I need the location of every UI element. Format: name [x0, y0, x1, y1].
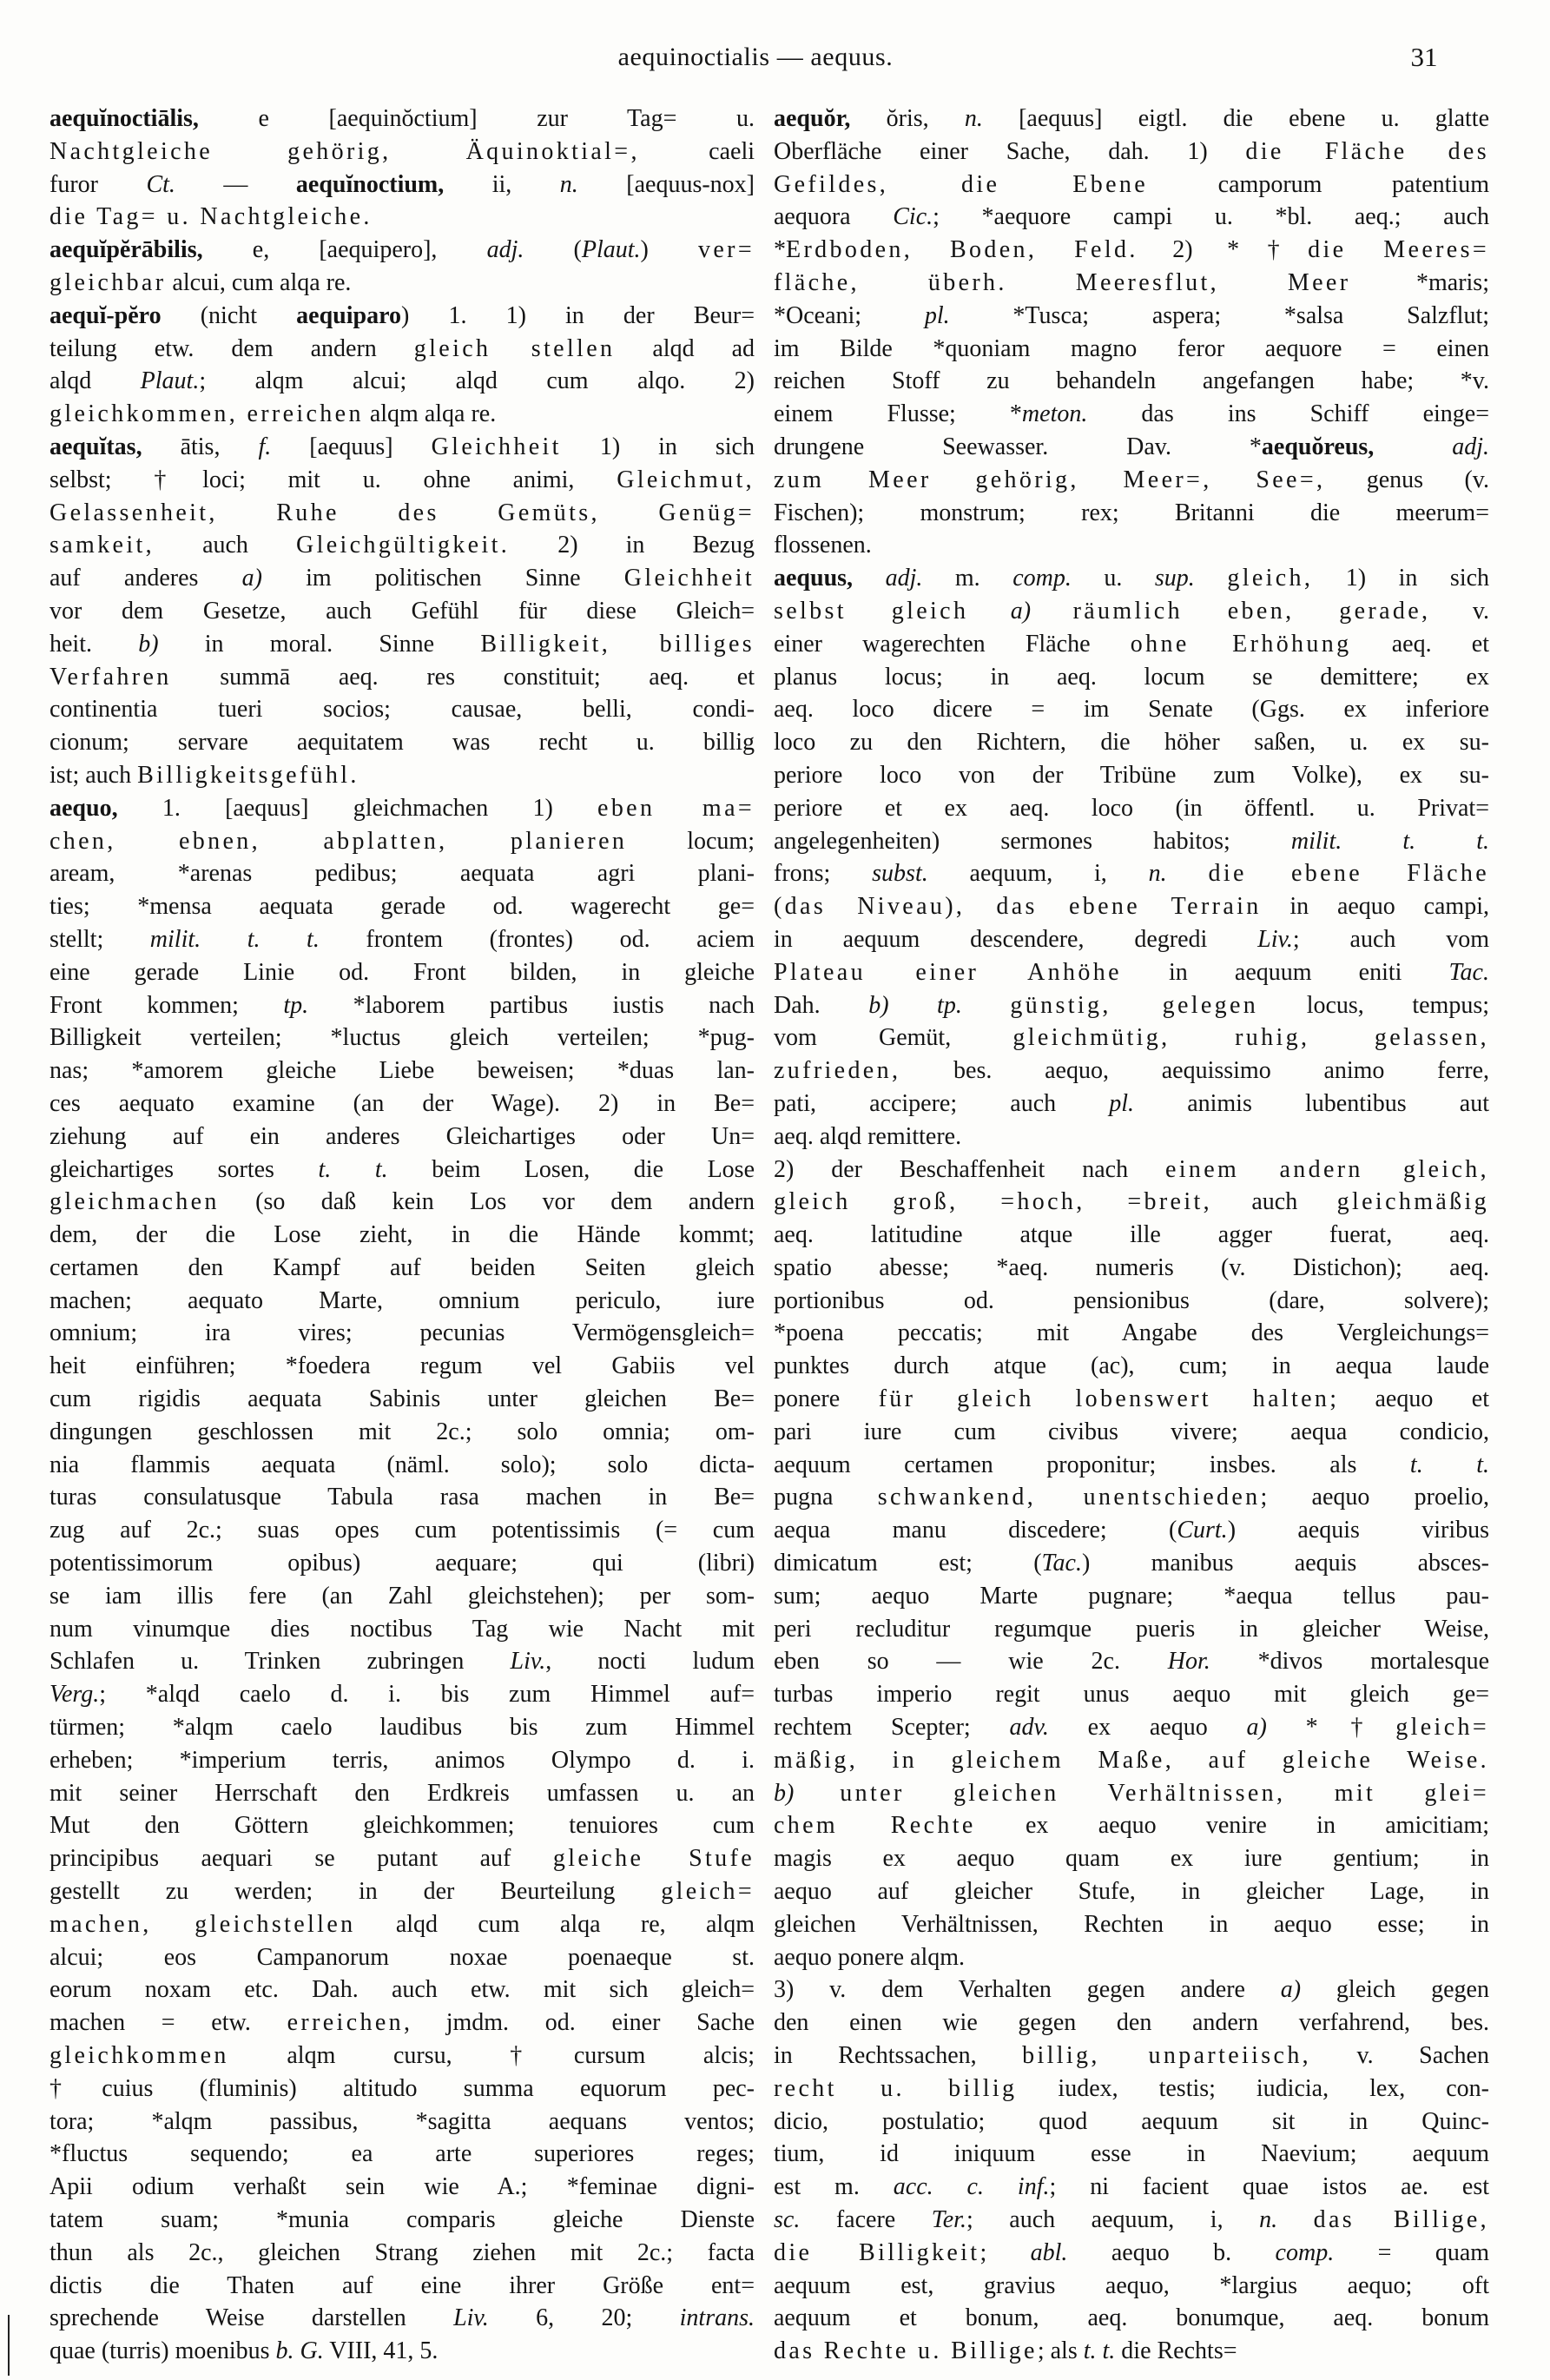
italic-abbreviation: Plaut. — [581, 236, 641, 264]
spaced-emphasis: mäßig, in gleichem Maße, auf gleiche Weise. — [774, 1746, 1489, 1774]
text-line: *Erdboden, Boden, Feld. 2) *†die Meeres= — [774, 236, 1489, 264]
bold-term: aequĭtas, — [49, 433, 142, 460]
text-line: aequĭpĕrābilis, e, [aequipero], adj. (Plaut.) ver= — [49, 236, 755, 264]
italic-abbreviation: t. t. — [318, 1155, 388, 1183]
text-line: alqd Plaut.; alqm alcui; alqd cum alqo. 2) — [49, 367, 755, 395]
spaced-emphasis: chem Rechte — [774, 1812, 976, 1840]
italic-abbreviation: sc. — [774, 2206, 801, 2233]
text-line: ties; *mensa aequata gerade od. wagerecht ge= — [49, 893, 755, 921]
text-line: omnium; ira vires; pecunias Vermögensgleich= — [49, 1319, 755, 1347]
spaced-emphasis: Nachtgleiche gehörig, Äquinoktial= — [49, 137, 631, 165]
text-line: tora; *alqm passibus, *sagitta aequans ventos; — [49, 2107, 755, 2135]
spaced-emphasis: gleichkommen, erreichen — [49, 400, 364, 428]
italic-abbreviation: Liv. — [1257, 925, 1293, 953]
spaced-emphasis: Billigkeitsgefühl. — [137, 761, 359, 789]
text-line: pugna schwankend, unentschieden; aequo proelio, — [774, 1484, 1489, 1511]
italic-abbreviation: Tac. — [1041, 1550, 1082, 1577]
text-line: flossenen. — [774, 532, 872, 559]
spaced-emphasis: eben ma= — [597, 794, 755, 822]
italic-abbreviation: n. — [559, 170, 578, 198]
text-line: aequus, adj. m. comp. u. sup. gleich, 1) in sich — [774, 565, 1489, 592]
text-line: ponere für gleich lobenswert halten; aequo et — [774, 1385, 1489, 1413]
text-line: mit seiner Herrschaft den Erdkreis umfassen u. an — [49, 1779, 755, 1807]
dictionary-entry — [49, 792, 755, 2368]
text-line — [49, 497, 755, 530]
text-line: turas consulatusque Tabula rasa machen in Be= — [49, 1484, 755, 1511]
italic-abbreviation: n. — [1148, 860, 1167, 888]
text-line: machen, gleichstellen alqd cum alqa re, alqm — [49, 1910, 755, 1938]
italic-abbreviation: milit. t. t. — [149, 925, 320, 953]
italic-abbreviation: Plaut. — [140, 367, 200, 395]
italic-abbreviation: Liv. — [453, 2304, 489, 2332]
text-line: Billigkeit verteilen; *luctus gleich verteilen; *pug- — [49, 1024, 755, 1052]
spaced-emphasis: Gleichmut, — [617, 466, 755, 493]
scan-edge-mark — [8, 2315, 10, 2376]
text-line: aeq. alqd remittere. — [774, 1122, 962, 1150]
spaced-emphasis: die Meeres= — [1308, 236, 1489, 264]
page-number: 31 — [1410, 42, 1438, 72]
spaced-emphasis: zufrieden, — [774, 1057, 901, 1085]
text-line: zug auf 2c.; suas opes cum potentissimis (= cum — [49, 1517, 755, 1544]
text-line: ces aequato examine (an der Wage). 2) in Be= — [49, 1089, 755, 1117]
text-line: magis ex aequo quam ex iure gentium; in — [774, 1845, 1489, 1873]
italic-abbreviation: Ter. — [931, 2206, 966, 2233]
text-line: Gefildes, die Ebene camporum patentium — [774, 170, 1489, 198]
text-line: drungene Seewasser. Dav. *aequŏreus, adj. — [774, 433, 1489, 460]
italic-abbreviation: adj. — [885, 565, 923, 592]
spaced-emphasis: gleich groß, =hoch, =breit, — [774, 1188, 1212, 1216]
italic-abbreviation: adj. — [1452, 433, 1489, 460]
text-line: ist; auch Billigkeitsgefühl. — [49, 761, 359, 789]
text-line: selbst; †loci; mit u. ohne animi, Gleichmut, — [49, 466, 755, 493]
text-line: Verg.; *alqd caelo d. i. bis zum Himmel auf= — [49, 1681, 755, 1709]
spaced-emphasis: gleichmütig, ruhig, gelassen, — [1012, 1024, 1489, 1052]
italic-abbreviation: pl. — [924, 301, 950, 329]
text-line: fläche, überh. Meeresflut, Meer *maris; — [774, 268, 1489, 296]
italic-abbreviation: a) — [1010, 597, 1032, 625]
text-line: sprechende Weise darstellen Liv. 6, 20; intrans. — [49, 2304, 755, 2332]
text-line: portionibus od. pensionibus (dare, solvere); — [774, 1286, 1489, 1314]
text-line: alcui; eos Campanorum noxae poenaeque st. — [49, 1943, 755, 1971]
italic-abbreviation: a) — [1280, 1976, 1302, 2004]
bold-term: aequus, — [774, 565, 854, 592]
text-line: Dah. b) tp. günstig, gelegen locus, tempus; — [774, 991, 1489, 1019]
spaced-emphasis: gleichmäßig — [1336, 1188, 1489, 1216]
text-line: tium, id iniquum esse in Naevium; aequum — [774, 2140, 1489, 2168]
spaced-emphasis: die Fläche des — [1245, 137, 1489, 165]
italic-abbreviation: tp. — [937, 991, 962, 1019]
text-line: principibus aequari se putant auf gleiche Stufe — [49, 1845, 755, 1873]
text-line: planus locus; in aeq. locum se demittere; ex — [774, 663, 1489, 691]
text-line: aequa manu discedere; (Curt.) aequis viribus — [774, 1517, 1489, 1544]
text-line: spatio abesse; *aeq. numeris (v. Distichon); aeq. — [774, 1253, 1489, 1281]
spaced-emphasis: gleich= — [1395, 1714, 1489, 1742]
text-line: est m. acc. c. inf.; ni facient quae istos ae. est — [774, 2173, 1489, 2201]
text-line: den einen wie gegen den andern verfahrend, bes. — [774, 2009, 1489, 2037]
dictionary-entry — [49, 300, 755, 431]
text-line: Schlafen u. Trinken zubringen Liv., nocti ludum — [49, 1648, 755, 1676]
italic-abbreviation: Cic. — [893, 203, 933, 231]
page-header — [0, 40, 1550, 75]
italic-abbreviation: t. t. — [1083, 2337, 1116, 2365]
italic-abbreviation: a) — [1246, 1714, 1267, 1742]
spaced-emphasis: gleiche Stufe — [552, 1845, 755, 1873]
text-line: nas; *amorem gleiche Liebe beweisen; *duas lan- — [49, 1057, 755, 1085]
text-line: eine gerade Linie od. Front bilden, in gleiche — [49, 958, 755, 986]
text-line: eben so — wie 2c. Hor. *divos mortalesque — [774, 1648, 1489, 1676]
spaced-emphasis: Plateau einer Anhöhe — [774, 958, 1122, 986]
spaced-emphasis: das Rechte u. Billige — [774, 2337, 1038, 2365]
spaced-emphasis: Billigkeit, billiges — [480, 630, 755, 658]
text-line: gleichbar alcui, cum alqa re. — [49, 268, 352, 296]
text-line: aeq. loco dicere = im Senate (Ggs. ex inferiore — [774, 696, 1489, 724]
text-line: aream, *arenas pedibus; aequata agri plani- — [49, 860, 755, 888]
text-line: cum rigidis aequata Sabinis unter gleichen Be= — [49, 1385, 755, 1413]
italic-abbreviation: adj. — [486, 236, 524, 264]
text-line — [774, 1777, 1489, 1810]
spaced-emphasis: einem andern gleich, — [1164, 1155, 1489, 1183]
spaced-emphasis: gleich stellen — [413, 334, 616, 362]
spaced-emphasis: für gleich lobenswert halten — [878, 1385, 1330, 1413]
text-line: zufrieden, bes. aequo, aequissimo animo ferre, — [774, 1057, 1489, 1085]
text-line: pari iure cum civibus vivere; aequa condicio, — [774, 1418, 1489, 1445]
text-line: continentia tueri socios; causae, belli, condi- — [49, 696, 755, 724]
spaced-emphasis: Gleichheit — [431, 433, 562, 460]
dictionary-entry — [774, 1973, 1489, 2368]
spaced-emphasis: gleich, — [1227, 565, 1314, 592]
text-line: Mut den Göttern gleichkommen; tenuiores cum — [49, 1812, 755, 1840]
text-line: dimicatum est; (Tac.) manibus aequis absces- — [774, 1550, 1489, 1577]
text-line: gestellt zu werden; in der Beurteilung gleich= — [49, 1878, 755, 1906]
spaced-emphasis: Gleichheit — [623, 565, 755, 592]
dictionary-entry — [49, 102, 755, 234]
spaced-emphasis: günstig, gelegen — [1010, 991, 1259, 1019]
italic-abbreviation: b) — [868, 991, 889, 1019]
bold-term: aequĭ-pĕro — [49, 301, 162, 329]
text-line: nia flammis aequata (näml. solo); solo dicta- — [49, 1451, 755, 1478]
italic-abbreviation: f. — [258, 433, 272, 460]
spaced-emphasis: Gleichgültigkeit. — [296, 532, 511, 559]
bold-term: aequĭnoctium, — [295, 170, 445, 198]
text-line: gleichmachen (so daß kein Los vor dem andern — [49, 1188, 755, 1216]
text-line: Oberfläche einer Sache, dah. 1) die Fläche des — [774, 137, 1489, 165]
bold-term: aequiparo — [296, 301, 402, 329]
italic-abbreviation: adv. — [1009, 1714, 1049, 1742]
spaced-emphasis: ver= — [698, 236, 755, 264]
text-line: auf anderes a) im politischen Sinne Gleichheit — [49, 565, 755, 592]
text-line: machen; aequato Marte, omnium periculo, iure — [49, 1286, 755, 1314]
spaced-emphasis: das Billige, — [1313, 2206, 1489, 2233]
text-line: aequum certamen proponitur; insbes. als t. t. — [774, 1451, 1489, 1478]
running-head: aequinoctialis — aequus. — [617, 43, 894, 71]
text-line: aequĭtas, ātis, f. [aequus] Gleichheit 1) in sich — [49, 433, 755, 460]
text-line: periore et ex aeq. loco (in öffentl. u. Privat= — [774, 794, 1489, 822]
bold-term: aequŏr, — [774, 105, 851, 132]
text-line: *Oceani; pl. *Tusca; aspera; *salsa Salzflut; — [774, 301, 1489, 329]
text-line: chen, ebnen, abplatten, planieren locum; — [49, 827, 755, 855]
text-line: thun als 2c., gleichen Strang ziehen mit 2c.; facta — [49, 2238, 755, 2266]
text-line: furor Ct. — aequĭnoctium, ii, n. [aequus-nox] — [49, 170, 755, 198]
text-line: tatem suam; *munia comparis gleiche Dienste — [49, 2206, 755, 2233]
text-line: aequĭnoctiālis, e [aequinŏctium] zur Tag= u. — [49, 105, 755, 132]
text-line: gleichartiges sortes t. t. beim Losen, die Lose — [49, 1155, 755, 1183]
text-line: rechtem Scepter; adv. ex aequo a) *†gleich= — [774, 1714, 1489, 1742]
text-line: einem Flusse; *meton. das ins Schiff einge= — [774, 400, 1489, 428]
italic-abbreviation: a) — [241, 565, 262, 592]
text-line: gleichkommen alqm cursu, †cursum alcis; — [49, 2042, 755, 2070]
spaced-emphasis: (das Niveau), das ebene Terrain — [774, 893, 1262, 921]
italic-abbreviation: t. t. — [1409, 1451, 1489, 1478]
italic-abbreviation: abl. — [1030, 2238, 1068, 2266]
text-line: zum Meer gehörig, Meer=, See=, genus (v. — [774, 466, 1489, 493]
italic-abbreviation: Tac. — [1448, 958, 1489, 986]
spaced-emphasis: billig, unparteiisch, — [1022, 2042, 1312, 2070]
spaced-emphasis: Verfahren — [49, 663, 172, 691]
text-line: frons; subst. aequum, i, n. die ebene Fläche — [774, 860, 1489, 888]
text-line: gleichkommen, erreichen alqm alqa re. — [49, 400, 497, 428]
spaced-emphasis: gleichmachen — [49, 1188, 220, 1216]
italic-abbreviation: Curt. — [1177, 1517, 1228, 1544]
text-line: *poena peccatis; mit Angabe des Vergleichungs= — [774, 1319, 1489, 1347]
spaced-emphasis: erreichen — [287, 2009, 404, 2037]
text-line: 3) v. dem Verhalten gegen andere a) gleich gegen — [774, 1976, 1489, 2004]
italic-abbreviation: n. — [1259, 2206, 1278, 2233]
text-line: quae (turris) moenibus b. G. VIII, 41, 5. — [49, 2337, 439, 2365]
text-line: reichen Stoff zu behandeln angefangen habe; *v. — [774, 367, 1489, 395]
text-line — [49, 201, 755, 234]
text-line: vor dem Gesetze, auch Gefühl für diese Gleich= — [49, 597, 755, 625]
text-line: recht u. billig iudex, testis; iudicia, lex, con- — [774, 2074, 1489, 2102]
spaced-emphasis: fläche, überh. Meeresflut, Meer — [774, 268, 1351, 296]
spaced-emphasis: Gefildes, die Ebene — [774, 170, 1149, 198]
italic-abbreviation: b. G. — [275, 2337, 324, 2365]
right-column — [774, 102, 1489, 2368]
italic-abbreviation: Ct. — [146, 170, 175, 198]
text-line: aequŏr, ŏris, n. [aequus] eigtl. die ebene u. glatte — [774, 105, 1489, 132]
spaced-emphasis: ohne Erhöhung — [1130, 630, 1352, 658]
spaced-emphasis: die Billigkeit — [774, 2238, 980, 2266]
text-line: Verfahren summā aeq. res constituit; aeq. et — [49, 663, 755, 691]
text-line: gleich groß, =hoch, =breit, auch gleichmäßig — [774, 1188, 1489, 1216]
spaced-emphasis: schwankend, unentschieden — [877, 1484, 1261, 1511]
text-line: Apii odium verhaßt sein wie A.; *feminae digni- — [49, 2173, 755, 2201]
dictionary-entry — [774, 1154, 1489, 1974]
italic-abbreviation: Liv. — [510, 1648, 546, 1676]
text-line: das Rechte u. Billige; als t. t. die Rechts= — [774, 2337, 1237, 2365]
text-line: (das Niveau), das ebene Terrain in aequo campi, — [774, 893, 1489, 921]
spaced-emphasis: samkeit, — [49, 532, 155, 559]
text-line: Fischen); monstrum; rex; Britanni die meerum= — [774, 499, 1489, 526]
text-line: angelegenheiten) sermones habitos; milit. t. t. — [774, 827, 1489, 855]
spaced-emphasis: die Tag= u. Nachtgleiche. — [49, 203, 373, 231]
text-line: dem, der die Lose zieht, in die Hände kommt; — [49, 1221, 755, 1249]
text-line: chem Rechte ex aequo venire in amicitiam; — [774, 1812, 1489, 1840]
text-line: aequum et bonum, aeq. bonumque, aeq. bonum — [774, 2304, 1489, 2332]
text-line: Plateau einer Anhöhe in aequum eniti Tac. — [774, 958, 1489, 986]
italic-abbreviation: b) — [138, 630, 159, 658]
spaced-emphasis: selbst gleich — [774, 597, 969, 625]
text-line: ziehung auf ein anderes Gleichartiges oder Un= — [49, 1122, 755, 1150]
text-line: vom Gemüt, gleichmütig, ruhig, gelassen, — [774, 1024, 1489, 1052]
text-line: Nachtgleiche gehörig, Äquinoktial=, caeli — [49, 137, 755, 165]
spaced-emphasis: gleichkommen — [49, 2042, 229, 2070]
italic-abbreviation: Verg. — [49, 1681, 100, 1709]
spaced-emphasis: gleichbar — [49, 268, 167, 296]
bold-term: aequĭpĕrābilis, — [49, 236, 203, 264]
text-line: eorum noxam etc. Dah. auch etw. mit sich gleich= — [49, 1976, 755, 2004]
spaced-emphasis: gleich= — [661, 1878, 755, 1906]
italic-abbreviation: subst. — [872, 860, 928, 888]
dictionary-entry — [49, 234, 755, 300]
text-line: dicio, postulatio; quod aequum sit in Quinc- — [774, 2107, 1489, 2135]
text-line: turbas imperio regit unus aequo mit gleich ge= — [774, 1681, 1489, 1709]
text-line: aequĭ-pĕro (nicht aequiparo) 1. 1) in der Beur= — [49, 301, 755, 329]
text-line: se iam illis fere (an Zahl gleichstehen); per som- — [49, 1582, 755, 1610]
left-column — [49, 102, 755, 2368]
spaced-emphasis: Erdboden, Boden, Feld. — [786, 236, 1138, 264]
spaced-emphasis: die ebene Fläche — [1208, 860, 1489, 888]
text-line: selbst gleich a) räumlich eben, gerade, v. — [774, 597, 1489, 625]
italic-abbreviation: acc. c. inf. — [893, 2173, 1050, 2201]
spaced-emphasis: chen, ebnen, abplatten, planieren — [49, 827, 628, 855]
text-line: potentissimorum opibus) aequare; qui (libri) — [49, 1550, 755, 1577]
text-line: 2) der Beschaffenheit nach einem andern gleich, — [774, 1155, 1489, 1183]
italic-abbreviation: comp. — [1275, 2238, 1335, 2266]
text-line: die Billigkeit; abl. aequo b. comp. = quam — [774, 2238, 1489, 2266]
spaced-emphasis: zum Meer gehörig, Meer=, See=, — [774, 466, 1326, 493]
dictionary-entry — [774, 562, 1489, 1153]
bold-term: aequo, — [49, 794, 118, 822]
spaced-emphasis: machen, gleichstellen — [49, 1910, 356, 1938]
text-line: gleichen Verhältnissen, Rechten in aequo esse; in — [774, 1910, 1489, 1938]
text-line: loco zu den Richtern, die höher saßen, u. ex su- — [774, 729, 1489, 757]
dictionary-entry — [774, 102, 1489, 562]
italic-abbreviation: tp. — [283, 991, 309, 1019]
text-line: dictis die Thaten auf eine ihrer Größe ent= — [49, 2271, 755, 2299]
text-line: pati, accipere; auch pl. animis lubentibus aut — [774, 1089, 1489, 1117]
text-line: aequo, 1. [aequus] gleichmachen 1) eben ma= — [49, 794, 755, 822]
italic-abbreviation: n. — [964, 105, 983, 132]
text-line: türmen; *alqm caelo laudibus bis zum Himmel — [49, 1714, 755, 1742]
text-line: in aequum descendere, degredi Liv.; auch vom — [774, 925, 1489, 953]
text-line: aeq. latitudine atque ille agger fuerat, aeq. — [774, 1221, 1489, 1249]
text-line: machen = etw. erreichen, jmdm. od. einer Sache — [49, 2009, 755, 2037]
text-line: num vinumque dies noctibus Tag wie Nacht mit — [49, 1615, 755, 1643]
text-line: in Rechtssachen, billig, unparteiisch, v. Sachen — [774, 2042, 1489, 2070]
text-line — [774, 1744, 1489, 1777]
text-line: sum; aequo Marte pugnare; *aequa tellus pau- — [774, 1582, 1489, 1610]
text-line: samkeit, auch Gleichgültigkeit. 2) in Bezug — [49, 532, 755, 559]
spaced-emphasis: unter gleichen Verhältnissen, mit glei= — [840, 1779, 1489, 1807]
italic-abbreviation: b) — [774, 1779, 795, 1807]
text-line: aequo ponere alqm. — [774, 1943, 966, 1971]
text-line: peri recluditur regumque pueris in gleicher Weise, — [774, 1615, 1489, 1643]
italic-abbreviation: meton. — [1021, 400, 1088, 428]
text-line: certamen den Kampf auf beiden Seiten gleich — [49, 1253, 755, 1281]
bold-term: aequŏreus, — [1261, 433, 1375, 460]
spaced-emphasis: räumlich eben, gerade, — [1072, 597, 1431, 625]
dictionary-entry — [49, 431, 755, 792]
text-line: stellt; milit. t. t. frontem (frontes) od. aciem — [49, 925, 755, 953]
text-line: *fluctus sequendo; ea arte superiores reges; — [49, 2140, 755, 2168]
italic-abbreviation: comp. — [1012, 565, 1072, 592]
italic-abbreviation: sup. — [1154, 565, 1195, 592]
text-line: aequo auf gleicher Stufe, in gleicher Lage, in — [774, 1878, 1489, 1906]
spaced-emphasis: Gelassenheit, Ruhe des Gemüts, Genüg= — [49, 499, 755, 526]
spaced-emphasis: recht u. billig — [774, 2074, 1018, 2102]
text-line: einer wagerechten Fläche ohne Erhöhung aeq. et — [774, 630, 1489, 658]
text-line: Front kommen; tp. *laborem partibus iustis nach — [49, 991, 755, 1019]
italic-abbreviation: milit. t. t. — [1290, 827, 1489, 855]
bold-term: aequĭnoctiālis, — [49, 105, 199, 132]
text-line: †cuius (fluminis) altitudo summa equorum pec- — [49, 2074, 755, 2102]
text-line: teilung etw. dem andern gleich stellen alqd ad — [49, 334, 755, 362]
text-line: aequora Cic.; *aequore campi u. *bl. aeq.; auch — [774, 203, 1489, 231]
text-line: dingungen geschlossen mit 2c.; solo omnia; om- — [49, 1418, 755, 1445]
italic-abbreviation: pl. — [1109, 1089, 1135, 1117]
text-line: erheben; *imperium terris, animos Olympo d. i. — [49, 1746, 755, 1774]
text-line: periore loco von der Tribüne zum Volke), ex su- — [774, 761, 1489, 789]
text-line: heit einführen; *foedera regum vel Gabiis vel — [49, 1352, 755, 1380]
text-line: im Bilde *quoniam magno feror aequore = einen — [774, 334, 1489, 362]
text-line: cionum; servare aequitatem was recht u. billig — [49, 729, 755, 757]
italic-abbreviation: Hor. — [1167, 1648, 1210, 1676]
text-line: heit. b) in moral. Sinne Billigkeit, billiges — [49, 630, 755, 658]
text-line: aequum est, gravius aequo, *largius aequo; oft — [774, 2271, 1489, 2299]
text-line: sc. facere Ter.; auch aequum, i, n. das Billige, — [774, 2206, 1489, 2233]
italic-abbreviation: intrans. — [679, 2304, 755, 2332]
text-line: punktes durch atque (ac), cum; in aequa laude — [774, 1352, 1489, 1380]
